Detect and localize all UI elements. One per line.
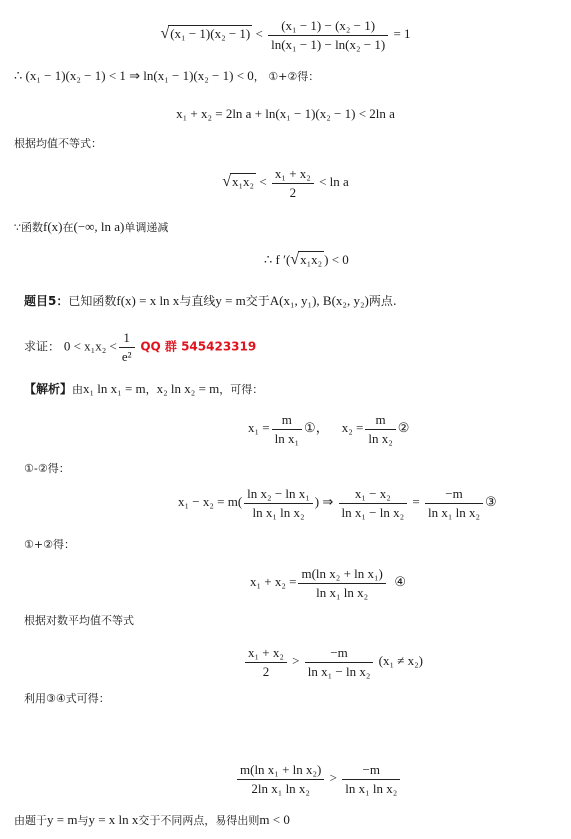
denominator: ln x₁ − ln x₂ [341,504,405,520]
equation-sqrt-product [0,18,571,52]
expr-y-m: y = m [47,812,78,827]
expr-x2: x₂ ln x₂ = m [156,381,220,396]
text-known-function: 已知函数 [68,294,117,308]
denominator: ln x₂ [368,430,393,446]
numerator: x₁ + x₂ [245,645,287,663]
radicand: (x₁ − 1)(x₂ − 1) [170,26,251,42]
radical-sign: √ [222,173,231,191]
fraction [272,166,314,200]
text-intersect: 交于 [245,294,270,308]
expr-y-m: y = m [215,293,246,308]
numerator: 1 [119,330,135,348]
numerator: −m [425,486,483,504]
fraction-x1 [272,412,302,446]
monotonic-line [14,219,168,235]
fraction-b [339,486,408,520]
add-note: ①+②得： [24,538,75,551]
fraction [268,18,388,52]
text-from: 由 [72,383,84,396]
denominator: ln x₁ ln x₂ [252,504,305,520]
x2-eq: x₂ = [341,420,364,436]
numerator: m(ln x₂ + ln x₁) [298,566,385,584]
expr-interval: (−∞, ln a) [73,219,125,234]
expr-fx: f(x) [43,219,63,234]
analysis-line [24,381,263,397]
denominator: ln x₁ − ln x₂ [307,663,371,679]
numerator: m(ln x₁ + ln x₂) [237,762,324,780]
comma: ， [145,383,157,396]
expr-y-xlnx: y = x ln x [88,812,139,827]
text-distinct-points: 交于不同两点，易得出则 [138,814,260,827]
implication-expr: ∴ (x₁ − 1)(x₂ − 1) < 1 ⇒ ln(x₁ − 1)(x₂ − 1) < 0 [14,68,254,83]
greater-than: > [329,770,337,786]
problem-5-statement [24,293,397,309]
text-mean-inequality: 根据均值不等式： [14,137,102,150]
denominator: e² [121,348,132,364]
less-than: < [255,26,263,42]
prove-expr: 0 < x₁x₂ < [63,338,117,354]
expr-x1: x₁ ln x₁ = m [83,381,146,396]
numerator: (x₁ − 1) − (x₂ − 1) [268,18,388,36]
x1-eq: x₁ = [248,420,270,436]
combine-note: ， ①+②得： [253,70,320,83]
text-by-problem: 由题于 [14,814,47,827]
text-and: 与 [77,814,89,827]
denominator: ln x₁ ln x₂ [345,780,398,796]
deriv-prefix: ∴ f ′( [264,252,291,267]
denominator: 2 [262,663,270,679]
sum-derivation [250,566,406,600]
numerator: x₁ − x₂ [339,486,408,504]
prove-line [24,330,256,364]
expr-m-negative: m < 0 [259,812,290,827]
fraction-lm [305,645,374,679]
greater-than: > [292,653,300,669]
conclusion-line [14,812,290,828]
text-decreasing: 单调递减 [124,221,169,234]
denominator: 2ln x₁ ln x₂ [251,780,310,796]
radicand: x₁x₂ [300,252,323,267]
sum-inequality: x₁ + x₂ = 2ln a + ln(x₁ − 1)(x₂ − 1) < 2ln a [176,106,395,121]
deriv-suffix: ) < 0 [324,252,349,267]
prove-label: 求证： [24,339,61,354]
numerator: −m [342,762,400,780]
implies: ) ⇒ [314,494,334,510]
text-log-mean-inequality: 根据对数平均值不等式 [24,614,134,627]
denominator: ln x₁ ln x₂ [316,584,369,600]
less-than: < [259,174,267,190]
numerator: ln x₂ − ln x₁ [244,486,313,504]
fraction-x2 [365,412,395,446]
final-inequality [235,762,402,796]
diff-prefix: x₁ − x₂ = m( [178,494,243,510]
radicand: x₁x₂ [231,174,255,190]
circle-2: ② [397,420,410,436]
expr-f-def: f(x) = x ln x [116,293,180,308]
am-gm-inequality [0,166,571,200]
fraction-sum [298,566,385,600]
radical-sign: √ [160,25,170,43]
implication-line [14,68,319,84]
radical-sign: √ [290,251,300,268]
separator: ， [315,420,329,436]
text-on: 在 [62,221,74,234]
numerator: m [365,412,395,430]
text-obtain: ，可得： [219,383,264,396]
derivative-conclusion [264,250,349,269]
analysis-label: 【解析】 [24,382,73,396]
condition: (x₁ ≠ x₂) [378,653,423,669]
fraction-one-over-e2 [119,330,135,364]
text-two-points: 两点. [368,294,397,308]
tail-expr: < ln a [319,174,349,190]
log-mean-inequality [243,645,423,679]
fraction-c [425,486,483,520]
sum-prefix: x₁ + x₂ = [250,574,297,590]
expr-points: A(x₁, y₁), B(x₂, y₂) [269,293,369,308]
circle-3: ③ [485,494,497,510]
denominator: ln x₁ ln x₂ [428,504,481,520]
text-with-line: 与直线 [179,294,216,308]
fraction-right [342,762,400,796]
fraction-a [244,486,313,520]
equals: = [412,494,420,510]
circle-4: ④ [394,574,407,590]
numerator: x₁ + x₂ [272,166,314,184]
circle-1: ① [304,420,316,436]
denominator: ln x₁ [274,430,300,446]
numerator: m [272,412,302,430]
subtract-note: ①-②得： [24,462,70,475]
denominator: 2 [289,184,297,200]
qq-group-watermark: QQ 群 545423319 [140,339,257,354]
equals-one: = 1 [393,26,411,42]
fraction-left [237,762,324,796]
problem-label: 题目5： [24,294,69,308]
denominator: ln(x₁ − 1) − ln(x₂ − 1) [271,36,386,52]
use-34-note: 利用③④式可得： [24,692,110,705]
numerator: −m [305,645,374,663]
x-expressions [248,412,409,446]
text-because-function: ∵函数 [14,221,43,234]
difference-derivation [178,486,497,520]
fraction-am [245,645,287,679]
